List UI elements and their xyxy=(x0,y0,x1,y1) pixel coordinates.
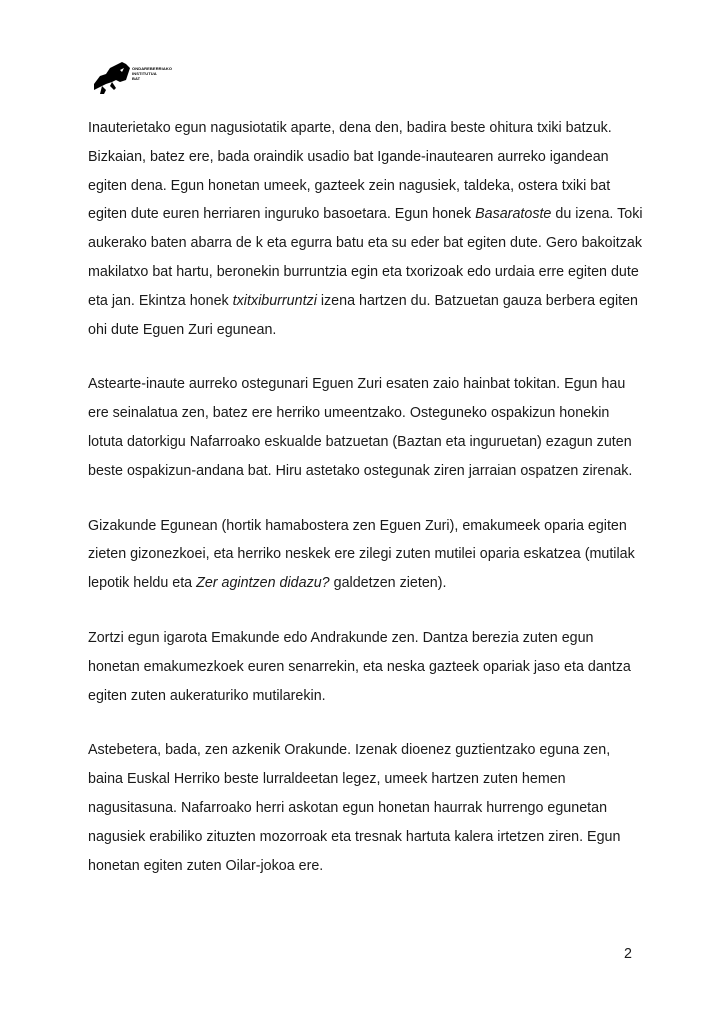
paragraph xyxy=(88,114,648,344)
paragraph xyxy=(88,624,648,710)
text-run: izena hartzen du. Batzuetan gauza berbera egiten ohi dute Eguen Zuri egunean. xyxy=(88,292,638,338)
italic-term: Basaratoste xyxy=(475,206,552,223)
paragraph xyxy=(88,370,648,485)
paragraph xyxy=(88,736,648,880)
logo-line-2: INSTITUTUA xyxy=(132,71,157,76)
institute-logo xyxy=(92,58,173,98)
italic-term: Zer agintzen didazu? xyxy=(196,575,330,592)
document-body xyxy=(88,114,648,880)
paragraph xyxy=(88,512,648,598)
text-run: Zortzi egun igarota Emakunde edo Andrakunde zen. Dantza berezia zuten egun honetan emakumezkoek euren senarrekin, eta neska gazteek opariak jaso eta dantza egiten zuten aukeraturiko mutilarekin. xyxy=(88,629,631,704)
logo-line-1: ONDAREBERRIAKO xyxy=(132,66,173,71)
logo-line-3: BAT xyxy=(132,76,141,81)
text-run: galdetzen zieten). xyxy=(329,575,447,592)
text-run: Inauterietako egun nagusiotatik aparte, dena den, badira beste ohitura txiki batzuk. Bizkaian, batez ere, bada oraindik usadio bat Igande-inautearen aurreko igandean egiten dena. Egun honetan umeek, gazteek zein nagusiek, taldeka, ostera txiki bat egiten dute euren herriaren inguruko basoetara. Egun honek xyxy=(88,120,612,223)
page-number: 2 xyxy=(624,946,632,962)
text-run: du izena. Toki aukerako baten abarra de k eta egurra batu eta su eder bat egiten dute. Gero bakoitzak makilatxo bat hartu, beronekin burruntzia egin eta txorizoak edo urdaia erre egiten dute eta jan. Ekintza honek xyxy=(88,206,643,309)
text-run: Astebetera, bada, zen azkenik Orakunde. Izenak dioenez guztientzako eguna zen, baina Euskal Herriko beste lurraldeetan legez, umeek hartzen zuten hemen nagusitasuna. Nafarroako herri askotan egun honetan haurrak hurrengo egunetan nagusiek erabiliko zituzten mozorroak eta tresnak hartuta kalera irtetzen ziren. Egun honetan egiten zuten Oilar-jokoa ere. xyxy=(88,742,621,874)
text-run: Gizakunde Egunean (hortik hamabostera zen Eguen Zuri), emakumeek oparia egiten zieten gizonezkoei, eta herriko neskek ere zilegi zuten mutilei oparia eskatzea (mutilak lepotik heldu eta xyxy=(88,517,635,592)
text-run: Astearte-inaute aurreko ostegunari Eguen Zuri esaten zaio hainbat tokitan. Egun hau ere seinalatua zen, batez ere herriko umeentzako. Osteguneko ospakizun honekin lotuta datorkigu Nafarroako eskualde batzuetan (Baztan eta inguruetan) ezagun zuten beste ospakizun-andana bat. Hiru astetako ostegunak ziren jarraian ospatzen zirenak. xyxy=(88,376,633,479)
bull-logo-icon xyxy=(92,58,132,98)
logo-text xyxy=(132,66,173,81)
italic-term: txitxiburruntzi xyxy=(232,292,317,309)
